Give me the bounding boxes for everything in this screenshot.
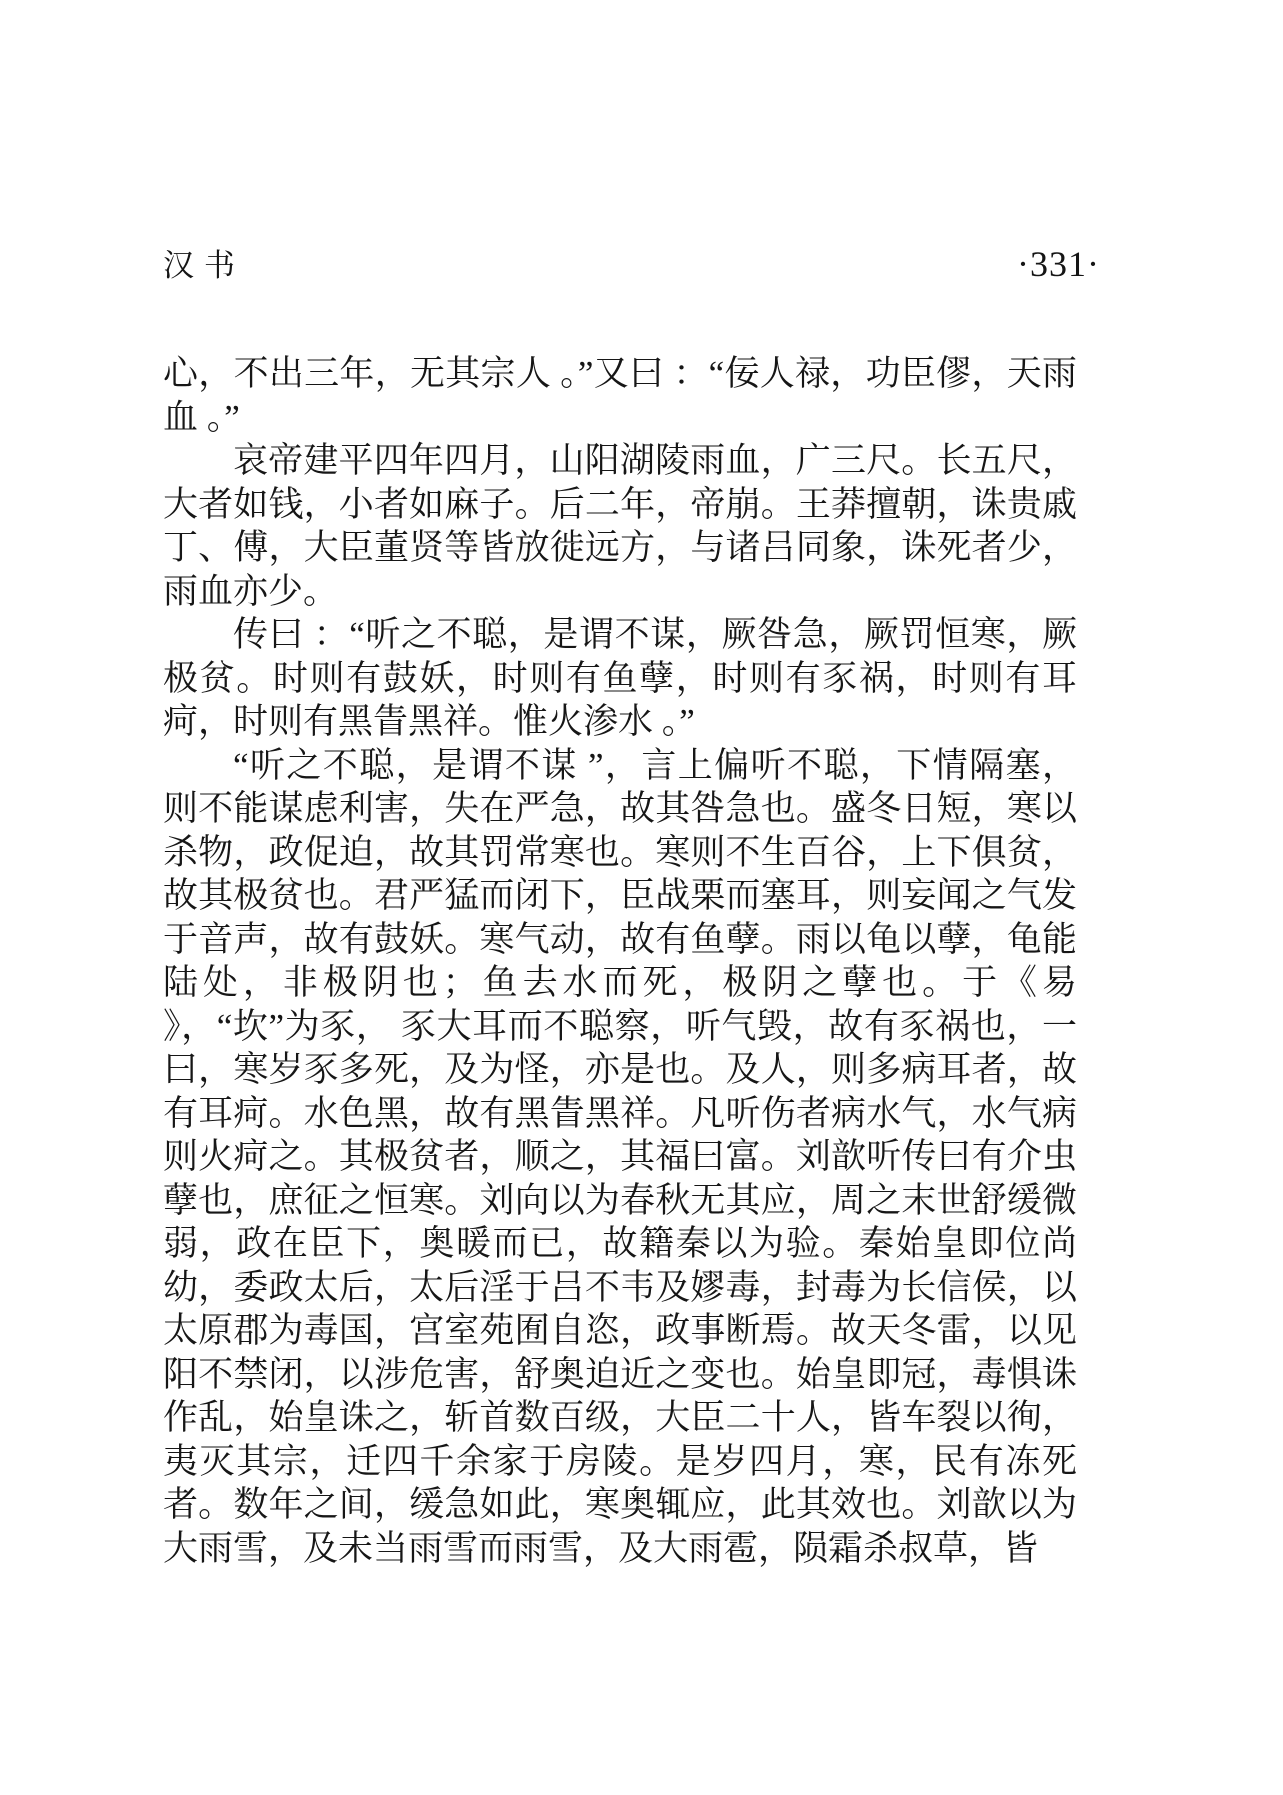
paragraph-aidi-rain-of-blood: 哀帝建平四年四月，山阳湖陵雨血，广三尺。长五尺，大者如钱，小者如麻子。后二年，帝崩。王莽擅朝，诛贵戚丁、傅，大臣董贤等皆放徙远方，与诸吕同象，诛死者少，雨血亦少。 (163, 441, 1077, 611)
paragraph-commentary: “听之不聪，是谓不谋 ”，言上偏听不聪，下情隔塞，则不能谋虑利害，失在严急，故其咎急也。盛冬日短，寒以杀物，政促迫，故其罚常寒也。寒则不生百谷，上下俱贫，故其极贫也。君严猛而闭下，臣战栗而塞耳，则妄闻之气发于音声，故有鼓妖。寒气动，故有鱼孽。雨以龟以孽，龟能陆处，非极阴也；鱼去水而死，极阴之孽也。于《易 》，“坎”为豕， 豕大耳而不聪察，听气毁，故有豕祸也，一曰，寒岁豕多死，及为怪，亦是也。及人，则多病耳者，故有耳疴。水色黑，故有黑眚黑祥。凡听伤者病水气，水气病则火疴之。其极贫者，顺之，其福曰富。刘歆听传曰有介虫孽也，庶征之恒寒。刘向以为春秋无其应，周之末世舒缓微弱，政在臣下，奥暖而已，故籍秦以为验。秦始皇即位尚幼，委政太后，太后淫于吕不韦及嫪毒，封毒为长信侯，以太原郡为毒国，宫室苑囿自恣，政事断焉。故天冬雷，以见阳不禁闭，以涉危害，舒奥迫近之变也。始皇即冠，毒惧诛作乱，始皇诛之，斩首数百级，大臣二十人，皆车裂以徇，夷灭其宗，迁四千余家于房陵。是岁四月，寒，民有冻死者。数年之间，缓急如此，寒奥辄应，此其效也。刘歆以为大雨雪，及未当雨雪而雨雪，及大雨雹，陨霜杀叔草，皆 (163, 745, 1077, 1568)
running-header (163, 240, 1100, 285)
paragraph-zhuan-quote: 传曰 ：“听之不聪，是谓不谋，厥咎急，厥罚恒寒，厥极贫。时则有鼓妖，时则有鱼孽，时则有豕祸，时则有耳疴，时则有黑眚黑祥。惟火渗水 。” (163, 615, 1077, 741)
page-number: ·331· (1017, 244, 1100, 284)
book-title: 汉书 (163, 248, 245, 283)
paragraph-continuation: 心，不出三年，无其宗人 。”又曰 ：“佞人禄，功臣僇，天雨血 。” (163, 354, 1077, 437)
page-body (163, 352, 1077, 1570)
